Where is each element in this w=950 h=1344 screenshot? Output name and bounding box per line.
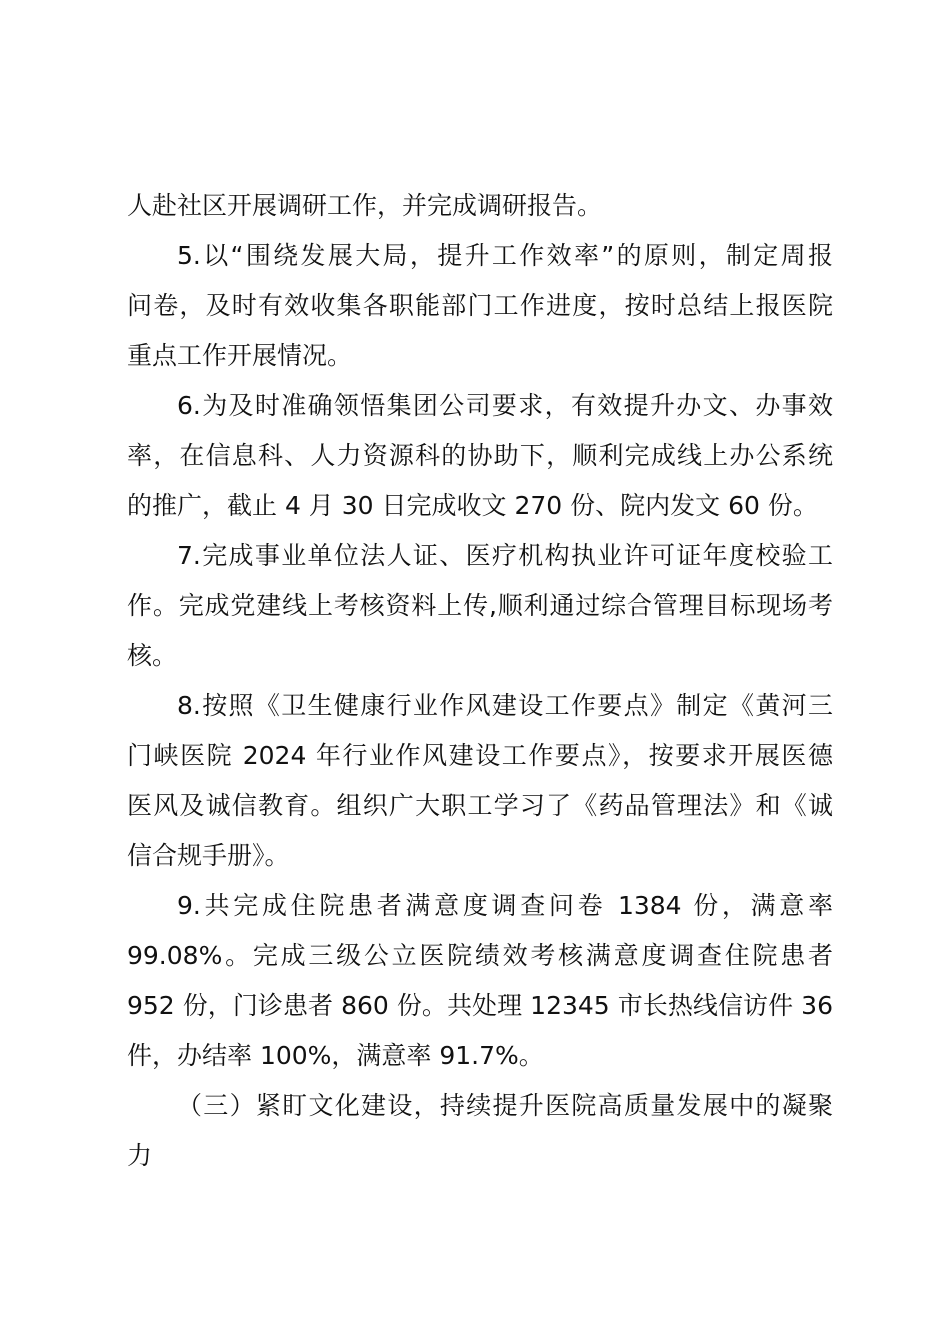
text-line: 的推广，截止 4 月 30 日完成收文 270 份、院内发文 60 份。 <box>127 491 818 520</box>
text-line: 7.完成事业单位法人证、医疗机构执业许可证年度校验工 <box>177 541 833 570</box>
text-line: 99.08%。完成三级公立医院绩效考核满意度调查住院患者 <box>127 941 833 970</box>
text-line: 门峡医院 2024 年行业作风建设工作要点》，按要求开展医德 <box>127 741 833 770</box>
text-line: 重点工作开展情况。 <box>127 341 353 370</box>
text-line: 9.共完成住院患者满意度调查问卷 1384 份，满意率 <box>177 891 833 920</box>
text-line: 率，在信息科、人力资源科的协助下，顺利完成线上办公系统 <box>127 441 833 470</box>
text-line: 952 份，门诊患者 860 份。共处理 12345 市长热线信访件 36 <box>127 991 833 1020</box>
text-line: 6.为及时准确领悟集团公司要求，有效提升办文、办事效 <box>177 391 833 420</box>
section-heading-continuation: 力 <box>127 1141 153 1170</box>
text-line: 8.按照《卫生健康行业作风建设工作要点》制定《黄河三 <box>177 691 833 720</box>
text-line: 件，办结率 100%，满意率 91.7%。 <box>127 1041 544 1070</box>
section-heading: （三）紧盯文化建设，持续提升医院高质量发展中的凝聚 <box>177 1091 833 1120</box>
text-line: 作。完成党建线上考核资料上传,顺利通过综合管理目标现场考 <box>127 591 833 620</box>
text-line: 核。 <box>127 641 178 670</box>
text-line: 信合规手册》。 <box>127 841 290 870</box>
text-line: 5.以“围绕发展大局，提升工作效率”的原则，制定周报 <box>177 241 833 270</box>
text-line: 医风及诚信教育。组织广大职工学习了《药品管理法》和《诚 <box>127 791 833 820</box>
text-line: 人赴社区开展调研工作，并完成调研报告。 <box>127 191 603 220</box>
text-line: 问卷，及时有效收集各职能部门工作进度，按时总结上报医院 <box>127 291 833 320</box>
